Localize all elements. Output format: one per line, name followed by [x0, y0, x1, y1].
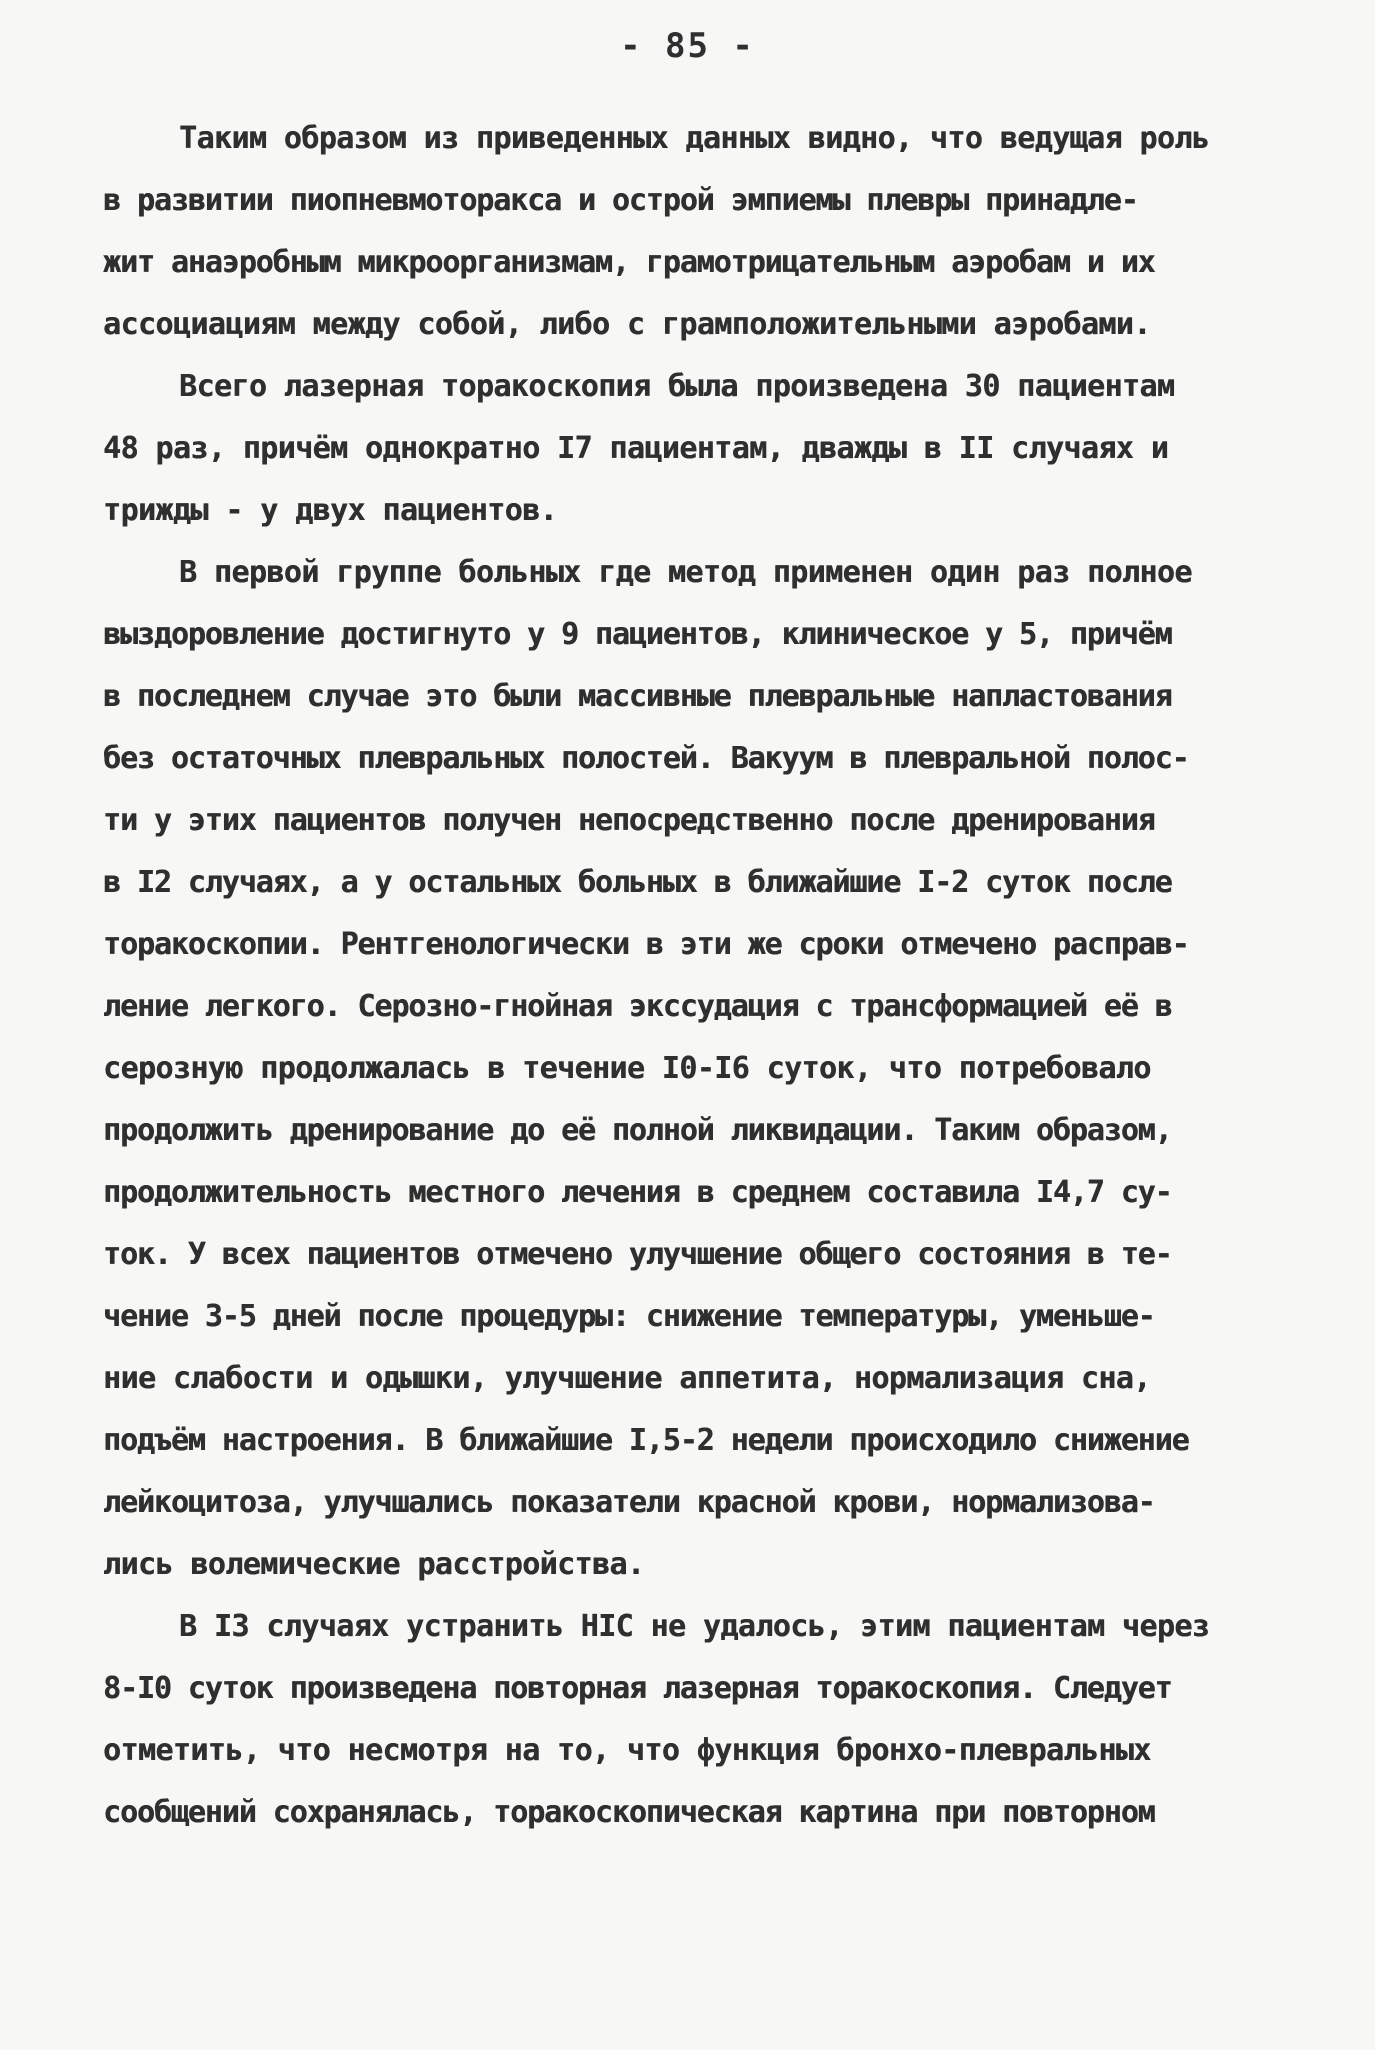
- text-line: торакоскопии. Рентгенологически в эти же сроки отмечено расправ-: [103, 927, 1189, 962]
- text-line: в последнем случае это были массивные плевральные напластования: [103, 679, 1172, 714]
- text-line: ление легкого. Серозно-гнойная экссудация с трансформацией её в: [103, 989, 1172, 1024]
- text-line: продолжительность местного лечения в среднем составила I4,7 су-: [103, 1175, 1172, 1210]
- text-line: отметить, что несмотря на то, что функция бронхо-плевральных: [103, 1733, 1151, 1768]
- text-line: трижды - у двух пациентов.: [103, 493, 557, 528]
- text-line: без остаточных плевральных полостей. Вакуум в плевральной полос-: [103, 741, 1189, 776]
- text-line: ние слабости и одышки, улучшение аппетита, нормализация сна,: [103, 1361, 1151, 1396]
- text-line: Таким образом из приведенных данных видно, что ведущая роль: [179, 121, 1210, 156]
- text-line: продолжить дренирование до её полной ликвидации. Таким образом,: [103, 1113, 1172, 1148]
- text-line: в развитии пиопневмоторакса и острой эмпиемы плевры принадле-: [103, 183, 1138, 218]
- text-line: Всего лазерная торакоскопия была произведена 30 пациентам: [179, 369, 1175, 404]
- text-line: выздоровление достигнуто у 9 пациентов, клиническое у 5, причём: [103, 617, 1172, 652]
- text-line: сообщений сохранялась, торакоскопическая картина при повторном: [103, 1795, 1155, 1830]
- page-number: - 85 -: [620, 26, 755, 66]
- body-text: [103, 108, 1293, 1844]
- text-line: жит анаэробным микроорганизмам, грамотрицательным аэробам и их: [103, 245, 1155, 280]
- text-line: серозную продолжалась в течение I0-I6 суток, что потребовало: [103, 1051, 1151, 1086]
- text-line: ти у этих пациентов получен непосредственно после дренирования: [103, 803, 1155, 838]
- text-line: в I2 случаях, а у остальных больных в ближайшие I-2 суток после: [103, 865, 1172, 900]
- text-line: чение 3-5 дней после процедуры: снижение температуры, уменьше-: [103, 1299, 1155, 1334]
- text-line: ток. У всех пациентов отмечено улучшение общего состояния в те-: [103, 1237, 1172, 1272]
- text-line: 48 раз, причём однократно I7 пациентам, дважды в II случаях и: [103, 431, 1169, 466]
- text-line: лейкоцитоза, улучшались показатели красной крови, нормализова-: [103, 1485, 1155, 1520]
- text-line: В I3 случаях устранить НІС не удалось, этим пациентам через: [179, 1609, 1210, 1644]
- text-line: 8-I0 суток произведена повторная лазерная торакоскопия. Следует: [103, 1671, 1172, 1706]
- text-line: В первой группе больных где метод применен один раз полное: [179, 555, 1192, 590]
- text-line: лись волемические расстройства.: [103, 1547, 645, 1582]
- text-line: ассоциациям между собой, либо с грамположительными аэробами.: [103, 307, 1151, 342]
- text-line: подъём настроения. В ближайшие I,5-2 недели происходило снижение: [103, 1423, 1189, 1458]
